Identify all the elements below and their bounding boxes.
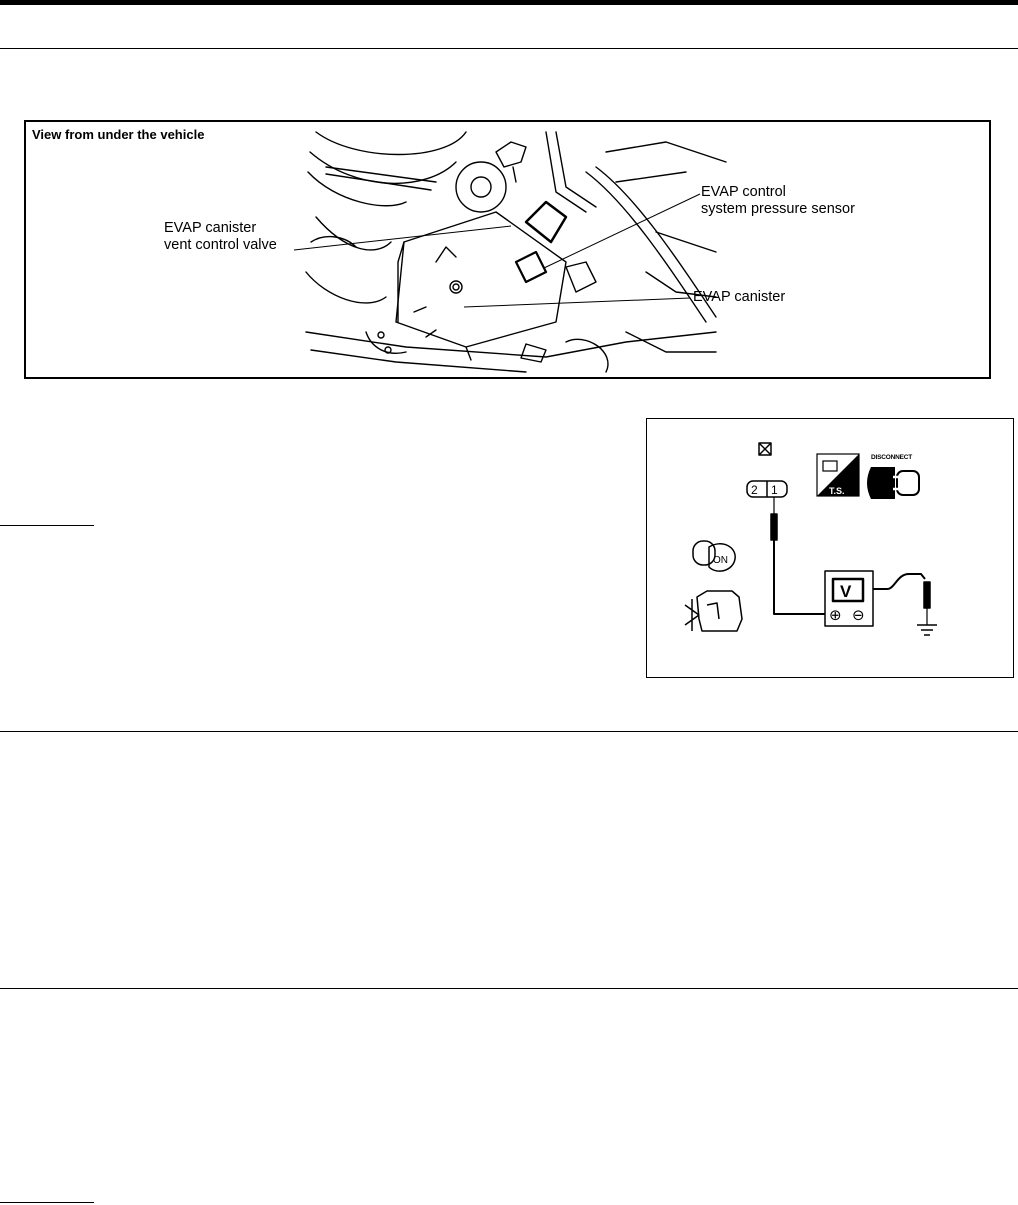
connector-pin-1: 1 [771, 483, 778, 497]
voltage-check-diagram [646, 418, 1014, 678]
vent-control-valve-label [164, 220, 277, 254]
header-rule [0, 0, 1018, 5]
wiring-schematic [647, 419, 1012, 676]
ignition-on-label: ON [713, 555, 728, 566]
voltmeter-label: V [840, 582, 852, 601]
section-rule-1 [0, 48, 1018, 49]
pressure-sensor-label-line1: EVAP control [701, 184, 786, 200]
section-rule-3 [0, 988, 1018, 989]
vent-valve-label-line1: EVAP canister [164, 220, 257, 236]
voltmeter-plus: ⊕ [829, 606, 842, 624]
vent-valve-label-line2: vent control valve [164, 237, 277, 253]
pressure-sensor-label [701, 184, 855, 218]
voltmeter-minus: ⊖ [852, 606, 865, 624]
figure-caption: View from under the vehicle [32, 127, 205, 142]
disconnect-label: DISCONNECT [871, 454, 912, 461]
section-rule-2 [0, 731, 1018, 732]
pressure-sensor-label-line2: system pressure sensor [701, 201, 855, 217]
underline-stub-1 [0, 525, 94, 526]
connector-pin-2: 2 [751, 483, 758, 497]
component-location-figure [24, 120, 991, 379]
disconnect-icon [867, 467, 919, 499]
evap-canister-label: EVAP canister [693, 289, 786, 305]
ts-label: T.S. [829, 486, 845, 496]
underline-stub-2 [0, 1202, 94, 1203]
engine-icon [685, 591, 742, 631]
